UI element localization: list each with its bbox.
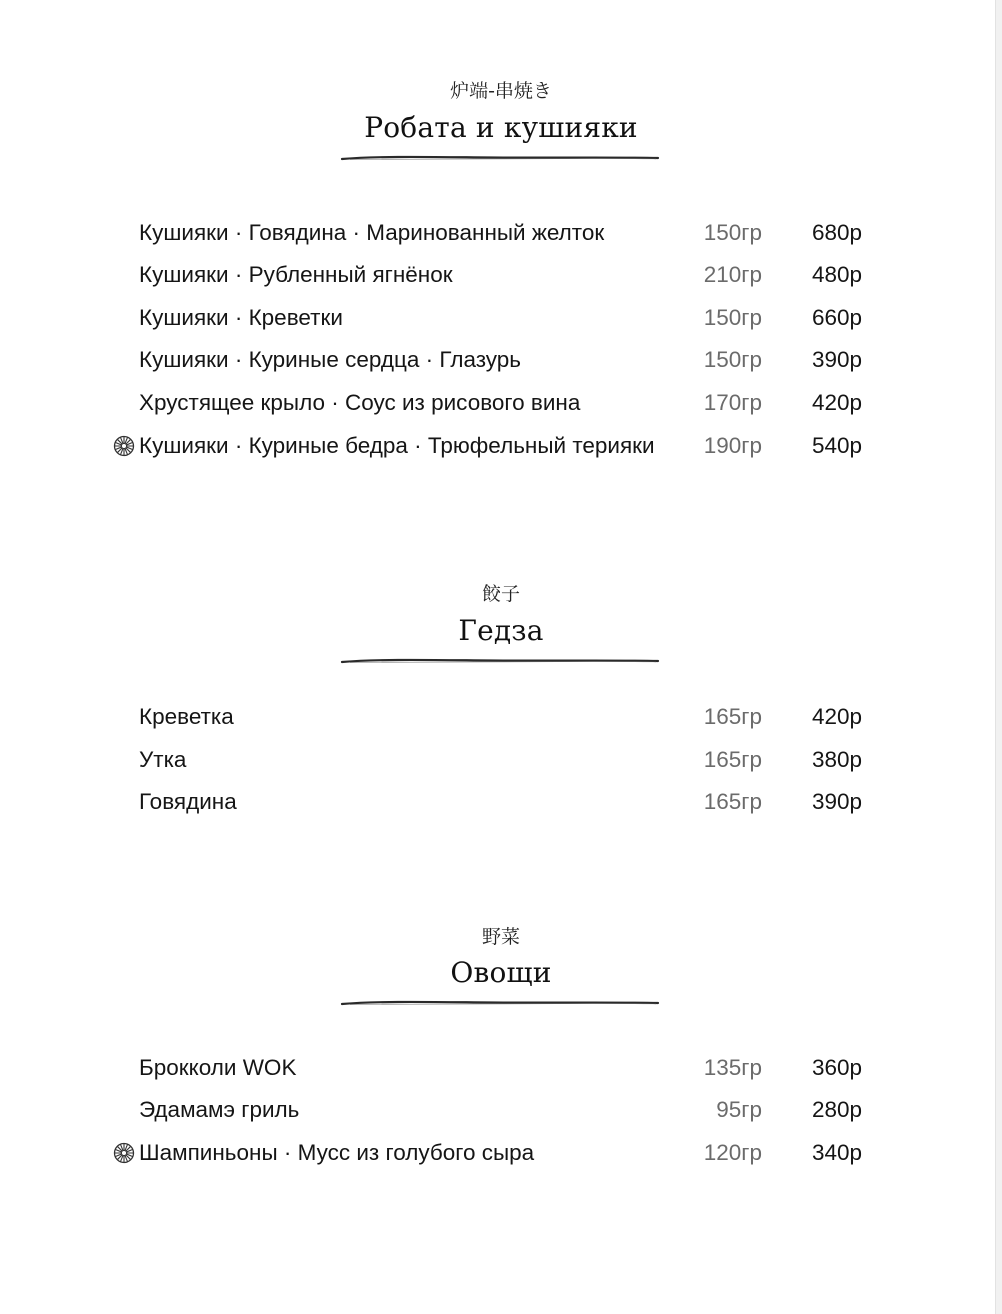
section-title: Робата и кушияки <box>364 111 638 144</box>
menu-item <box>0 745 1002 775</box>
item-name: Хрустящее крыло · Соус из рисового вина <box>139 390 581 415</box>
item-weight: 165гр <box>703 747 762 772</box>
item-name: Говядина <box>139 789 237 814</box>
item-price: 360р <box>811 1055 862 1080</box>
item-name: Кушияки · Рубленный ягнёнок <box>139 262 453 287</box>
item-weight: 150гр <box>703 305 762 330</box>
item-name: Утка <box>139 747 187 772</box>
item-name: Брокколи WOK <box>139 1055 297 1080</box>
section-title: Овощи <box>450 956 552 989</box>
item-price: 390р <box>811 789 862 814</box>
menu-item <box>0 1095 1002 1125</box>
item-weight: 165гр <box>703 704 762 729</box>
menu-item <box>0 1138 1002 1168</box>
item-weight: 150гр <box>703 347 762 372</box>
menu-item <box>0 431 1002 461</box>
item-name: Кушияки · Креветки <box>139 305 343 330</box>
section-jp-title: 餃子 <box>481 583 520 605</box>
item-weight: 170гр <box>703 390 762 415</box>
menu-item <box>0 702 1002 732</box>
section-jp-title: 野菜 <box>481 926 520 948</box>
menu-item <box>0 218 1002 248</box>
section-jp-title: 炉端-串焼き <box>450 80 552 102</box>
item-weight: 135гр <box>703 1055 762 1080</box>
item-name: Кушияки · Куриные бедра · Трюфельный терияки <box>139 433 655 458</box>
item-price: 660р <box>811 305 862 330</box>
item-price: 420р <box>811 390 862 415</box>
item-name: Шампиньоны · Мусс из голубого сыра <box>139 1140 535 1165</box>
menu-item <box>0 1053 1002 1083</box>
item-price: 420р <box>811 704 862 729</box>
item-weight: 120гр <box>703 1140 762 1165</box>
brush-divider <box>340 656 660 666</box>
item-name: Креветка <box>139 704 234 729</box>
chrysanthemum-icon <box>113 1142 135 1164</box>
brush-divider <box>340 998 660 1008</box>
menu-item <box>0 388 1002 418</box>
item-weight: 190гр <box>703 433 762 458</box>
item-weight: 150гр <box>703 220 762 245</box>
item-price: 480р <box>811 262 862 287</box>
section-title: Гедза <box>458 614 544 647</box>
item-name: Кушияки · Говядина · Маринованный желток <box>139 220 605 245</box>
item-price: 680р <box>811 220 862 245</box>
item-price: 540р <box>811 433 862 458</box>
item-price: 390р <box>811 347 862 372</box>
item-weight: 165гр <box>703 789 762 814</box>
item-name: Кушияки · Куриные сердца · Глазурь <box>139 347 522 372</box>
item-weight: 210гр <box>703 262 762 287</box>
menu-item <box>0 345 1002 375</box>
item-price: 340р <box>811 1140 862 1165</box>
menu-item <box>0 260 1002 290</box>
item-price: 380р <box>811 747 862 772</box>
item-name: Эдамамэ гриль <box>139 1097 300 1122</box>
brush-divider <box>340 153 660 163</box>
item-weight: 95гр <box>716 1097 762 1122</box>
menu-item <box>0 787 1002 817</box>
page-edge <box>995 0 1002 1314</box>
menu-item <box>0 303 1002 333</box>
chrysanthemum-icon <box>113 435 135 457</box>
item-price: 280р <box>811 1097 862 1122</box>
